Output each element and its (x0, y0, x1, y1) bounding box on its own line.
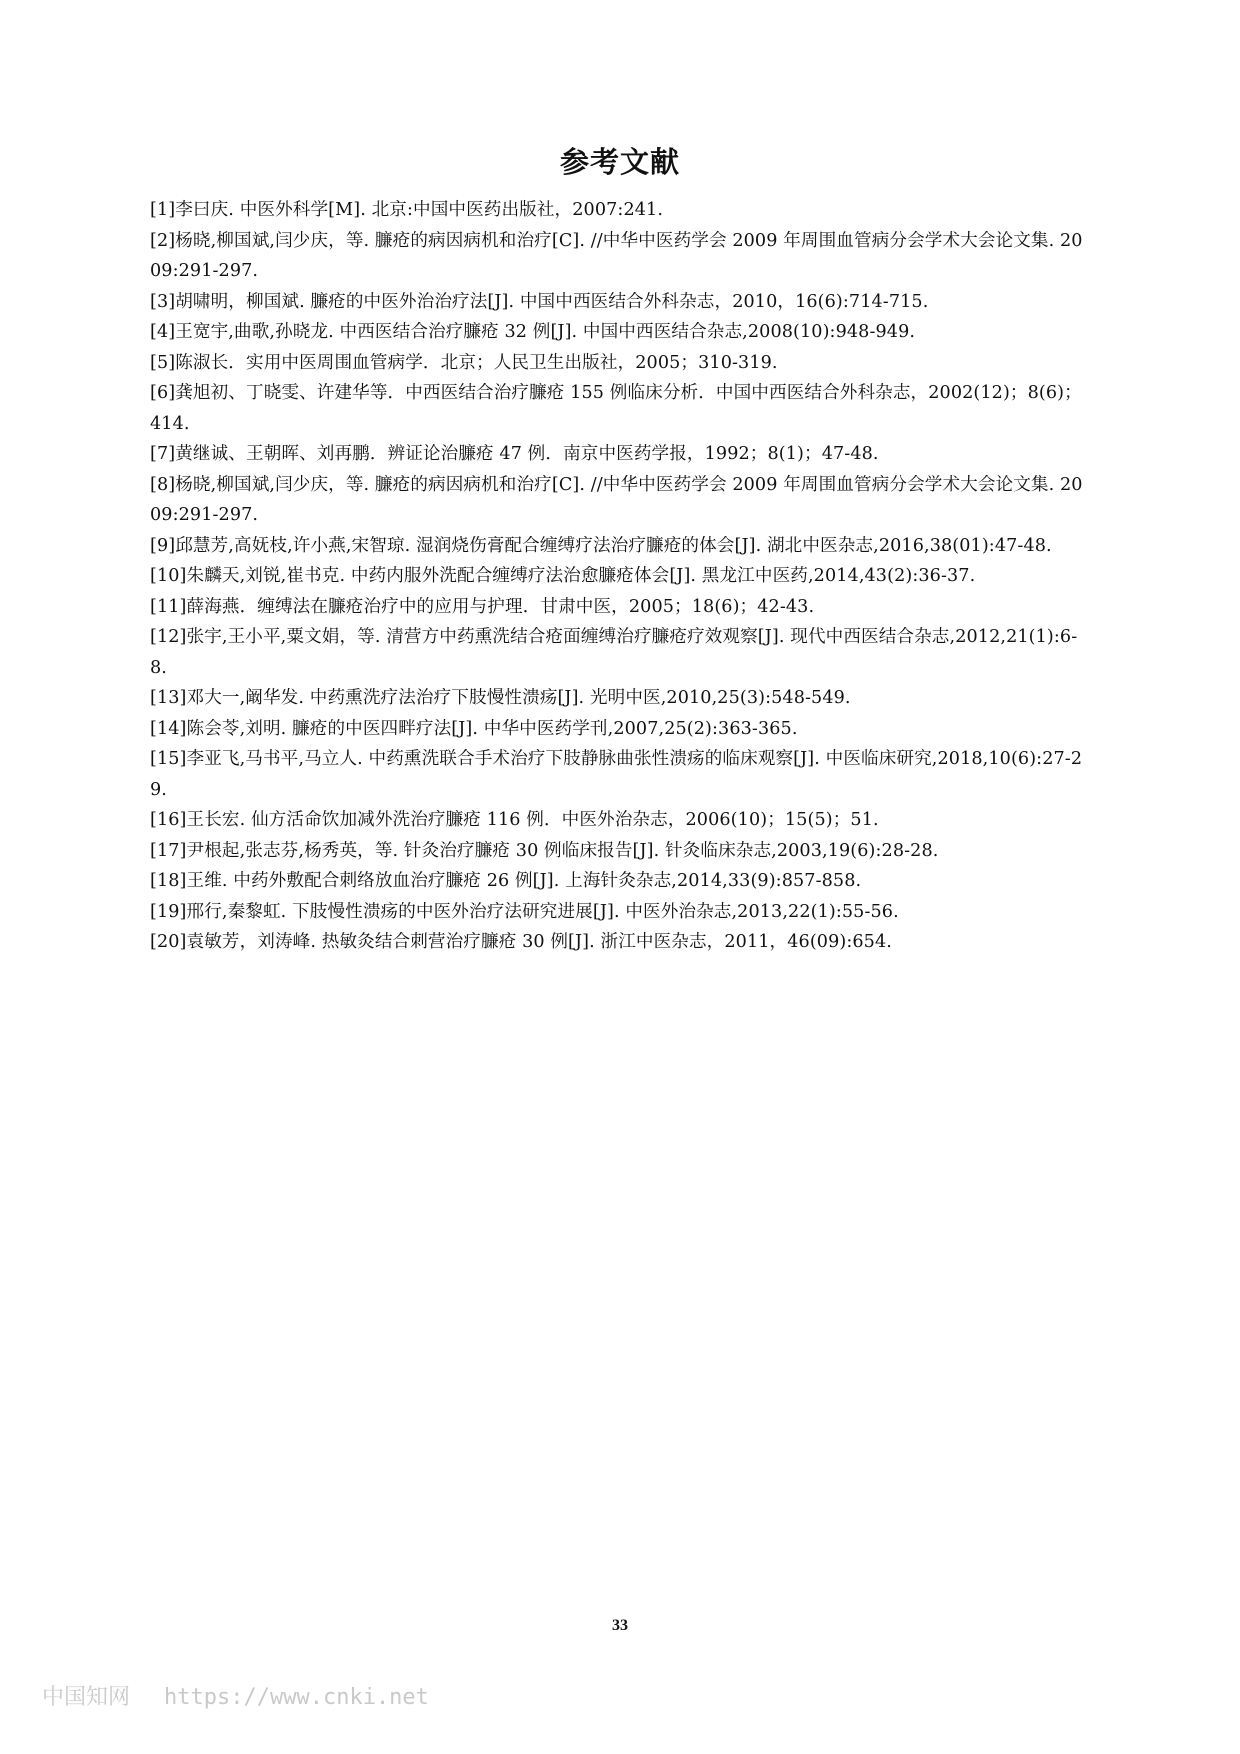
reference-item: [13]邓大一,阚华发. 中药熏洗疗法治疗下肢慢性溃疡[J]. 光明中医,2010,25(3):548-549. (150, 688, 851, 708)
reference-item: [2]杨晓,柳国斌,闫少庆，等. 臁疮的病因病机和治疗[C]. //中华中医药学会 2009 年周围血管病分会学术大会论文集. 2009:291-297. (150, 230, 1083, 281)
reference-item: [17]尹根起,张志芬,杨秀英，等. 针灸治疗臁疮 30 例临床报告[J]. 针灸临床杂志,2003,19(6):28-28. (150, 840, 939, 861)
reference-item: [9]邱慧芳,高妩枝,许小燕,宋智琼. 湿润烧伤膏配合缠缚疗法治疗臁疮的体会[J]. 湖北中医杂志,2016,38(01):47-48. (150, 535, 1052, 556)
reference-item: [19]邢行,秦黎虹. 下肢慢性溃疡的中医外治疗法研究进展[J]. 中医外治杂志,2013,22(1):55-56. (150, 901, 899, 922)
reference-item: [4]王宽宇,曲歌,孙晓龙. 中西医结合治疗臁疮 32 例[J]. 中国中西医结合杂志,2008(10):948-949. (150, 322, 916, 342)
reference-item: [3]胡啸明，柳国斌. 臁疮的中医外治治疗法[J]. 中国中西医结合外科杂志，2010，16(6):714-715. (150, 291, 929, 312)
reference-item: [16]王长宏. 仙方活命饮加减外洗治疗臁疮 116 例．中医外治杂志，2006(10)；15(5)；51. (150, 810, 879, 830)
page-title: 参考文献 (559, 145, 680, 179)
reference-list (150, 195, 1090, 958)
reference-item: [11]薛海燕．缠缚法在臁疮治疗中的应用与护理．甘肃中医，2005；18(6)；42-43. (150, 596, 815, 617)
reference-item: [15]李亚飞,马书平,马立人. 中药熏洗联合手术治疗下肢静脉曲张性溃疡的临床观察[J]. 中医临床研究,2018,10(6):27-29. (150, 749, 1083, 800)
reference-item: [10]朱麟天,刘锐,崔书克. 中药内服外洗配合缠缚疗法治愈臁疮体会[J]. 黑龙江中医药,2014,43(2):36-37. (150, 566, 976, 586)
reference-item: [14]陈会苓,刘明. 臁疮的中医四畔疗法[J]. 中华中医药学刊,2007,25(2):363-365. (150, 718, 798, 739)
reference-item: [20]袁敏芳，刘涛峰. 热敏灸结合刺营治疗臁疮 30 例[J]. 浙江中医杂志，2011，46(09):654. (150, 932, 892, 952)
reference-item: [12]张宇,王小平,粟文娟，等. 清营方中药熏洗结合疮面缠缚治疗臁疮疗效观察[J]. 现代中西医结合杂志,2012,21(1):6-8. (150, 627, 1078, 678)
page-number: 33 (612, 1617, 628, 1634)
reference-item: [6]龚旭初、丁晓雯、许建华等．中西医结合治疗臁疮 155 例临床分析．中国中西医结合外科杂志，2002(12)；8(6)；414. (150, 383, 1082, 434)
reference-item: [18]王维. 中药外敷配合刺络放血治疗臁疮 26 例[J]. 上海针灸杂志,2014,33(9):857-858. (150, 871, 862, 891)
reference-item: [5]陈淑长．实用中医周围血管病学．北京；人民卫生出版社，2005；310-319. (150, 352, 778, 373)
reference-item: [8]杨晓,柳国斌,闫少庆，等. 臁疮的病因病机和治疗[C]. //中华中医药学会 2009 年周围血管病分会学术大会论文集. 2009:291-297. (150, 474, 1083, 525)
reference-item: [1]李曰庆. 中医外科学[M]. 北京:中国中医药出版社，2007:241. (150, 200, 664, 220)
reference-item: [7]黄继诚、王朝晖、刘再鹏．辨证论治臁疮 47 例．南京中医药学报，1992；8(1)；47-48. (150, 444, 879, 464)
watermark-brand: 中国知网 (42, 1685, 131, 1710)
watermark-url: https://www.cnki.net (164, 1685, 429, 1710)
cnki-watermark (42, 1680, 463, 1711)
